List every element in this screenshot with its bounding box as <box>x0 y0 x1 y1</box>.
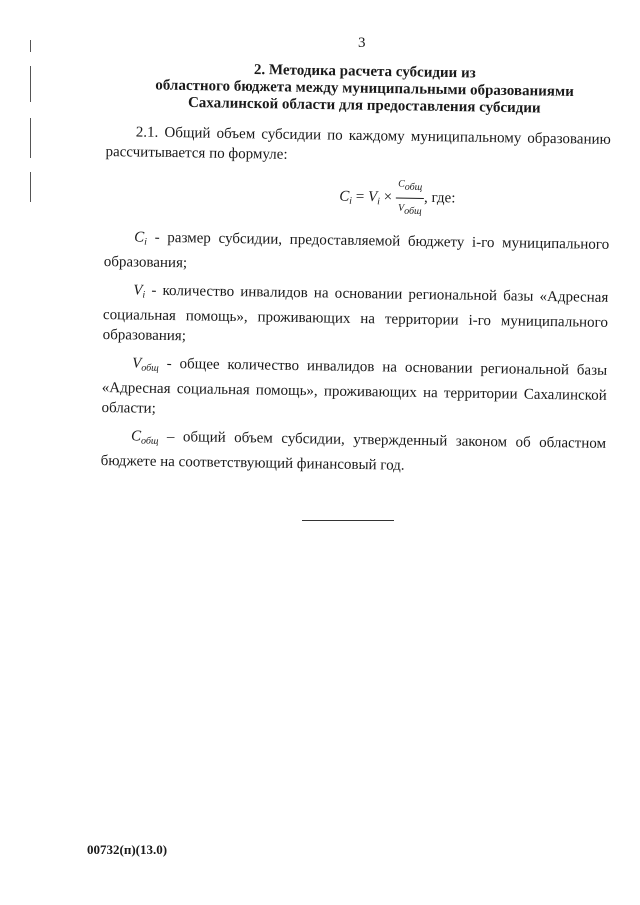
definition-paragraph <box>104 227 610 280</box>
formula-symbol: C <box>339 188 350 205</box>
definition-paragraph <box>102 280 608 353</box>
definition-subscript: общ <box>141 362 159 374</box>
heading-line: 2. Методика расчета субсидии из <box>253 61 476 82</box>
separator-line <box>302 520 394 521</box>
definition-subscript: i <box>142 289 146 301</box>
subsidy-formula <box>184 171 610 225</box>
fraction-numerator <box>396 175 424 199</box>
section-heading <box>129 60 600 118</box>
heading-line: Сахалинской области для предоставления субсидии <box>187 94 541 117</box>
formula-operator: = <box>355 188 365 206</box>
definition-text: – общий объем субсидии, утвержденный законом об областном бюджете на соответствующий финансовый год. <box>100 428 607 474</box>
definition-symbol: C <box>134 229 145 246</box>
heading-line: областного бюджета между муниципальными образованиями <box>155 77 574 100</box>
document-code: 00732(п)(13.0) <box>87 842 168 857</box>
margin-mark <box>30 66 31 102</box>
definition-paragraph <box>101 353 607 426</box>
definition-text: - общее количество инвалидов на основании региональной базы «Адресная социальная помощь», проживающих на территории Сахалинской области; <box>101 355 608 417</box>
formula-tail: , где: <box>423 189 456 207</box>
formula-symbol: V <box>397 202 405 214</box>
margin-mark <box>30 40 31 52</box>
margin-mark <box>30 118 31 158</box>
formula-subscript: i <box>377 196 380 208</box>
definition-symbol: V <box>132 355 142 372</box>
definition-symbol: V <box>133 282 143 299</box>
formula-operator: × <box>383 189 393 206</box>
page-number: 3 <box>358 35 366 51</box>
formula-subscript: i <box>349 195 353 207</box>
definition-symbol: C <box>130 428 142 445</box>
definition-paragraph <box>101 426 607 479</box>
formula-subscript: общ <box>404 181 423 193</box>
definition-subscript: общ <box>140 435 159 447</box>
formula-symbol: C <box>398 178 405 190</box>
formula-symbol: V <box>367 189 378 206</box>
definition-subscript: i <box>144 236 148 248</box>
fraction-denominator <box>396 199 424 222</box>
intro-paragraph: 2.1. Общий объем субсидии по каждому муниципальному образованию рассчитывается по формуле: <box>105 124 611 163</box>
formula-fraction <box>396 175 425 222</box>
definition-text: - количество инвалидов на основании региональной базы «Адресная социальная помощь», проживающих на территории i-го муниципального образования; <box>102 282 609 345</box>
margin-mark <box>30 172 31 202</box>
body-text <box>100 122 611 487</box>
definition-text: - размер субсидии, предоставляемой бюджету i-го муниципального образования; <box>103 229 610 272</box>
formula-subscript: общ <box>404 205 422 217</box>
